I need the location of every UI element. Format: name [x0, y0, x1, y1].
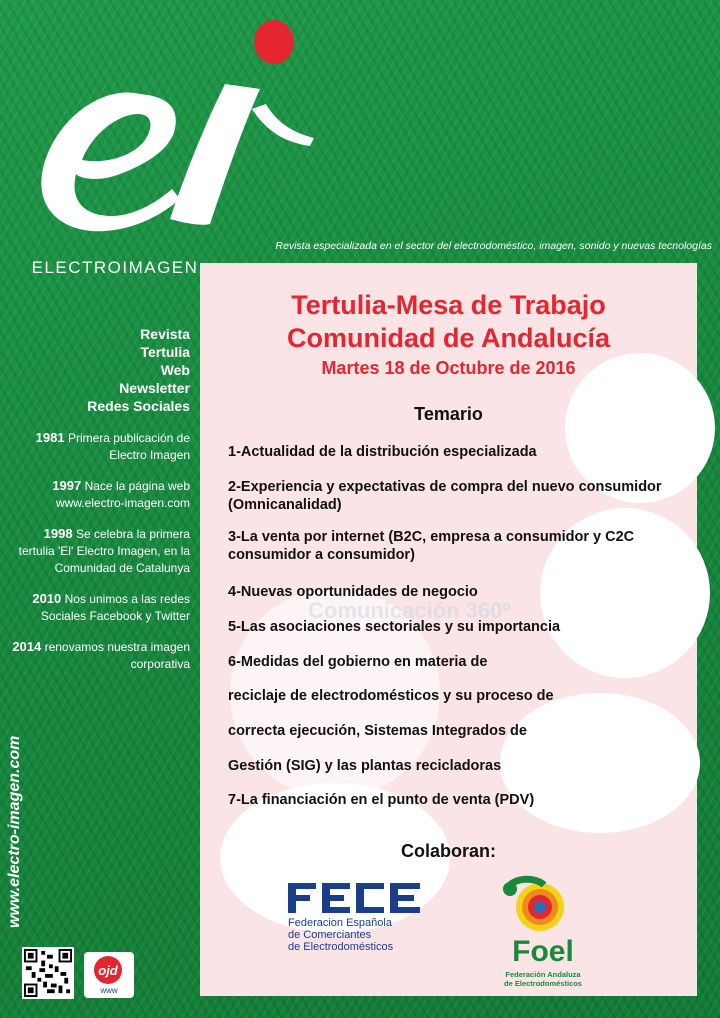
- nav-tertulia[interactable]: Tertulia: [140, 344, 190, 360]
- ojd-label: www: [100, 986, 118, 995]
- agenda-item-2: 2-Experiencia y expectativas de compra del nuevo consumidor (Omnicanalidad): [228, 479, 662, 513]
- agenda-item-6-line4: Gestión (SIG) y las plantas recicladoras: [228, 758, 502, 774]
- sidebar-nav: [10, 325, 190, 415]
- agenda-heading: Temario: [414, 404, 483, 424]
- nav-revista[interactable]: Revista: [140, 326, 190, 342]
- foel-name: Foel: [512, 935, 574, 968]
- agenda-item-1: 1-Actualidad de la distribución especializada: [228, 444, 537, 460]
- panel-content: [200, 263, 697, 996]
- vertical-url[interactable]: www.electro-imagen.com: [6, 735, 23, 928]
- brand-name: ELECTROIMAGEN: [31, 258, 199, 277]
- foel-emblem-icon: [488, 877, 598, 935]
- nav-redes-sociales[interactable]: Redes Sociales: [87, 398, 190, 414]
- collab-heading: Colaboran:: [400, 841, 496, 861]
- ei-logo: [20, 14, 320, 254]
- foel-logo: [488, 877, 598, 988]
- milestone-1997: 1997 Nace la página web www.electro-imagen.com: [52, 478, 190, 510]
- agenda-item-3: 3-La venta por internet (B2C, empresa a consumidor y C2C consumidor a consumidor): [228, 529, 635, 563]
- event-title: Tertulia-Mesa de Trabajo Comunidad de Andalucía: [286, 290, 611, 353]
- event-panel: [200, 263, 697, 996]
- fece-wordmark: [288, 883, 424, 913]
- sidebar: [10, 325, 190, 673]
- watermark-text: Comunicación 360º: [308, 598, 511, 623]
- fece-name-text: FECE: [288, 881, 291, 882]
- nav-newsletter[interactable]: Newsletter: [119, 380, 190, 396]
- agenda-item-6: 6-Medidas del gobierno en materia de: [228, 654, 488, 670]
- agenda-item-6-line2: reciclaje de electrodomésticos y su proceso de: [228, 688, 554, 704]
- foel-subtitle: Federación Andaluza de Electrodomésticos: [504, 970, 582, 988]
- agenda-item-7: 7-La financiación en el punto de venta (PDV): [228, 792, 535, 808]
- logo-dot: [254, 20, 294, 64]
- milestone-1998: 1998 Se celebra la primera tertulia 'El' Electro Imagen, en la Comunidad de Catalunya: [18, 526, 190, 575]
- milestone-1981: 1981 Primera publicación de Electro Imagen: [35, 430, 190, 462]
- fece-subtitle: Federacion Española de Comerciantes de Electrodomésticos: [288, 917, 394, 953]
- svg-text:ojd: ojd: [98, 963, 118, 978]
- tagline: Revista especializada en el sector del electrodoméstico, imagen, sonido y nuevas tecnologías: [275, 240, 712, 252]
- nav-web[interactable]: Web: [160, 362, 190, 378]
- milestone-2014: 2014 renovamos nuestra imagen corporativa: [12, 639, 190, 671]
- milestone-2010: 2010 Nos unimos a las redes Sociales Facebook y Twitter: [32, 591, 190, 623]
- agenda-item-5: 5-Las asociaciones sectoriales y su importancia: [228, 619, 561, 635]
- event-date: Martes 18 de Octubre de 2016: [321, 358, 576, 378]
- qr-code-icon: [22, 947, 74, 999]
- agenda-item-4: 4-Nuevas oportunidades de negocio: [228, 584, 478, 600]
- agenda-item-6-line3: correcta ejecución, Sistemas Integrados de: [228, 723, 527, 739]
- ojd-badge: [84, 952, 134, 998]
